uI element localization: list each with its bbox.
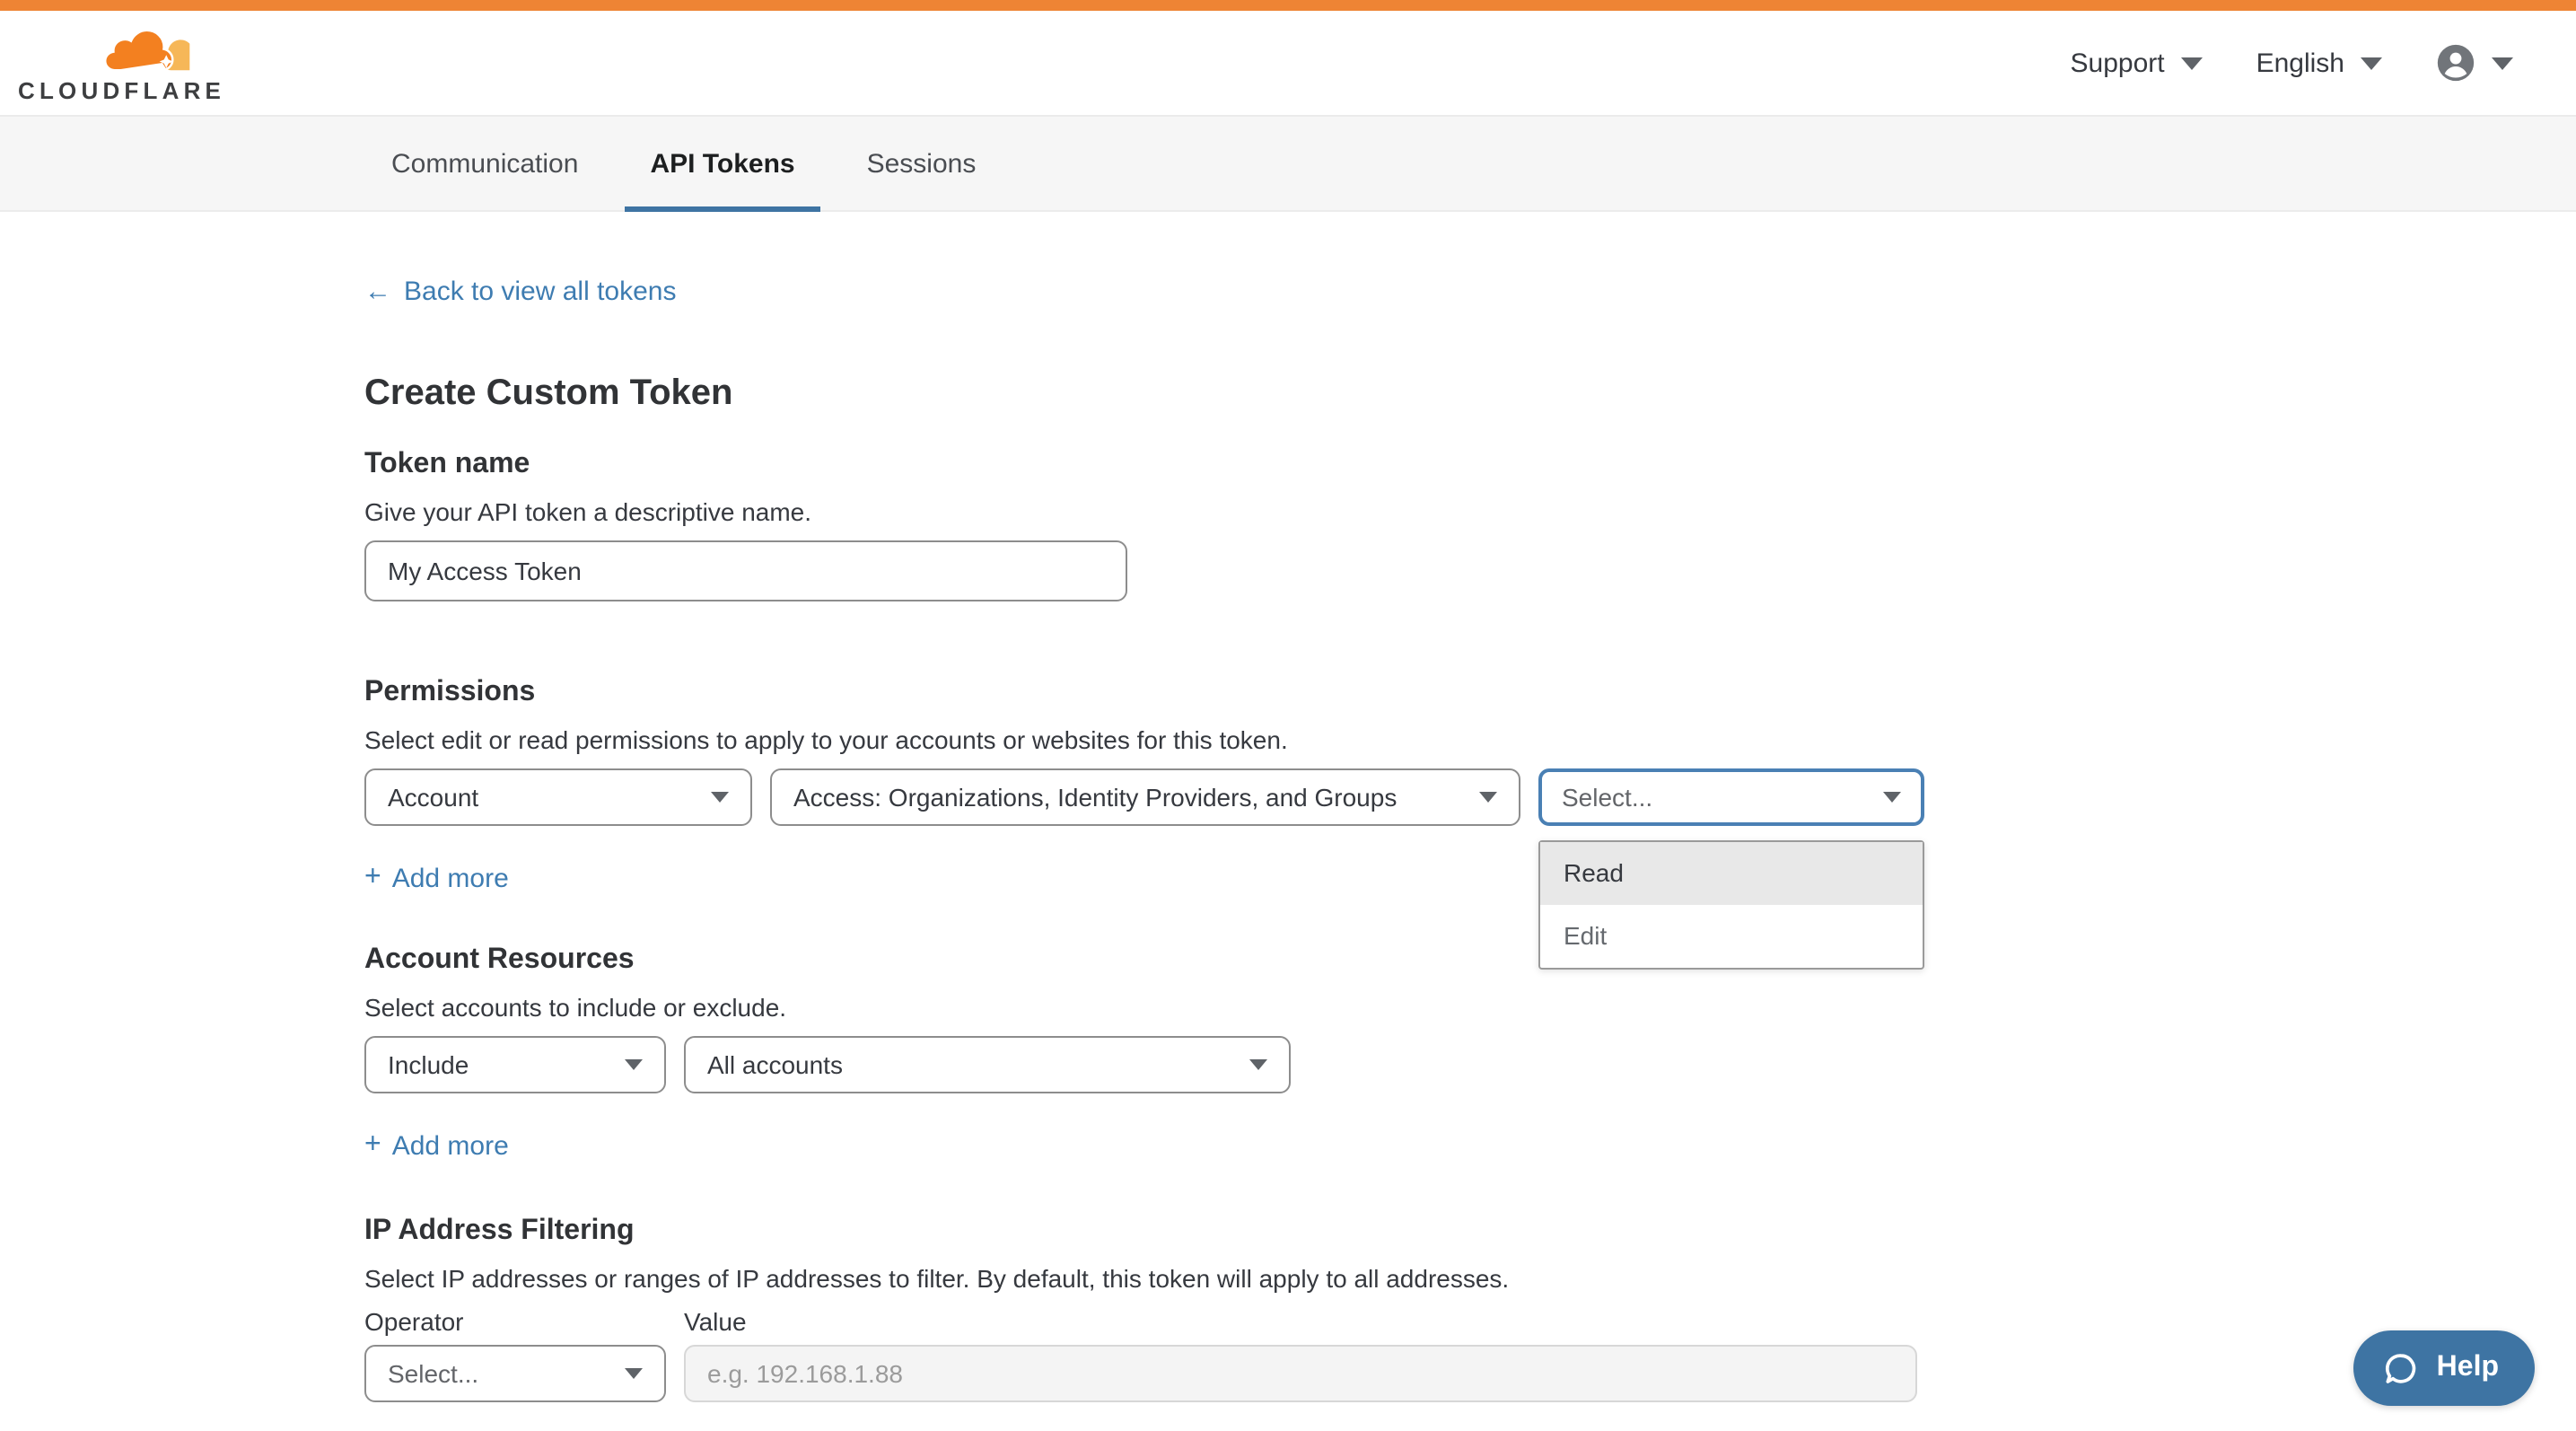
ip-filtering-description: Select IP addresses or ranges of IP addresses to filter. By default, this token will apply to all addresses. — [364, 1264, 1510, 1293]
ip-value-input[interactable] — [684, 1345, 1917, 1402]
language-menu[interactable] — [2256, 48, 2382, 78]
account-resources-description: Select accounts to include or exclude. — [364, 993, 787, 1022]
cloudflare-cloud-icon — [101, 24, 194, 75]
tab-api-tokens[interactable]: API Tokens — [625, 117, 819, 210]
permissions-add-more-link[interactable]: + Add more — [364, 862, 509, 893]
help-button-label: Help — [2436, 1352, 2499, 1383]
page-title: Create Custom Token — [364, 373, 733, 413]
account-resources-row — [364, 1036, 2576, 1093]
permission-resource-select[interactable]: Access: Organizations, Identity Providers, and Groups — [770, 768, 1520, 826]
chevron-down-icon — [1479, 792, 1497, 803]
left-arrow-icon: ← — [364, 277, 391, 307]
chevron-down-icon — [2492, 57, 2513, 69]
permission-access-select[interactable]: Select... — [1538, 768, 1924, 826]
access-dropdown-menu — [1538, 840, 1924, 970]
tab-sessions[interactable]: Sessions — [866, 148, 977, 179]
plus-icon: + — [364, 862, 381, 892]
user-avatar-icon — [2436, 43, 2475, 83]
account-resources-heading: Account Resources — [364, 944, 635, 975]
chevron-down-icon — [711, 792, 729, 803]
plus-icon: + — [364, 1129, 381, 1160]
support-menu[interactable] — [2071, 48, 2203, 78]
main-content — [0, 212, 2576, 1402]
chevron-down-icon — [2181, 57, 2203, 69]
top-accent-bar — [0, 0, 2576, 11]
dropdown-option-edit[interactable]: Edit — [1564, 921, 1608, 950]
active-tab-underline — [625, 206, 819, 212]
permission-access-select-wrap — [1538, 768, 1924, 950]
chat-bubble-icon — [2383, 1349, 2421, 1387]
token-name-heading: Token name — [364, 449, 530, 479]
account-resources-add-more-link[interactable]: + Add more — [364, 1129, 509, 1161]
account-menu[interactable] — [2436, 43, 2513, 83]
operator-label: Operator — [364, 1307, 464, 1336]
header-actions — [2071, 43, 2514, 83]
permission-scope-select[interactable]: Account — [364, 768, 752, 826]
ip-filtering-heading: IP Address Filtering — [364, 1216, 635, 1246]
ip-filtering-row — [364, 1345, 2576, 1402]
resource-scope-select[interactable]: All accounts — [684, 1036, 1291, 1093]
chevron-down-icon — [625, 1059, 643, 1070]
header — [0, 11, 2576, 115]
back-link-label: Back to view all tokens — [404, 277, 677, 307]
tab-communication[interactable]: Communication — [391, 148, 579, 179]
ip-filtering-labels — [364, 1307, 2576, 1336]
chevron-down-icon — [1249, 1059, 1267, 1070]
dropdown-option-read[interactable]: Read — [1540, 842, 1923, 905]
cloudflare-logo[interactable] — [18, 24, 225, 101]
resource-mode-select[interactable]: Include — [364, 1036, 666, 1093]
back-to-tokens-link[interactable] — [364, 277, 677, 307]
support-label: Support — [2070, 48, 2165, 78]
ip-operator-select[interactable]: Select... — [364, 1345, 666, 1402]
token-name-input[interactable] — [364, 540, 1127, 601]
language-label: English — [2256, 48, 2344, 78]
permissions-heading: Permissions — [364, 677, 536, 707]
permissions-description: Select edit or read permissions to apply to your accounts or websites for this token. — [364, 725, 1288, 754]
chevron-down-icon — [625, 1368, 643, 1379]
chevron-down-icon — [2361, 57, 2382, 69]
cloudflare-wordmark: CLOUDFLARE — [18, 76, 226, 103]
tab-bar — [0, 115, 2576, 212]
value-label: Value — [684, 1307, 747, 1336]
help-button[interactable] — [2354, 1330, 2535, 1406]
token-name-description: Give your API token a descriptive name. — [364, 497, 812, 526]
chevron-down-icon — [1883, 792, 1901, 803]
